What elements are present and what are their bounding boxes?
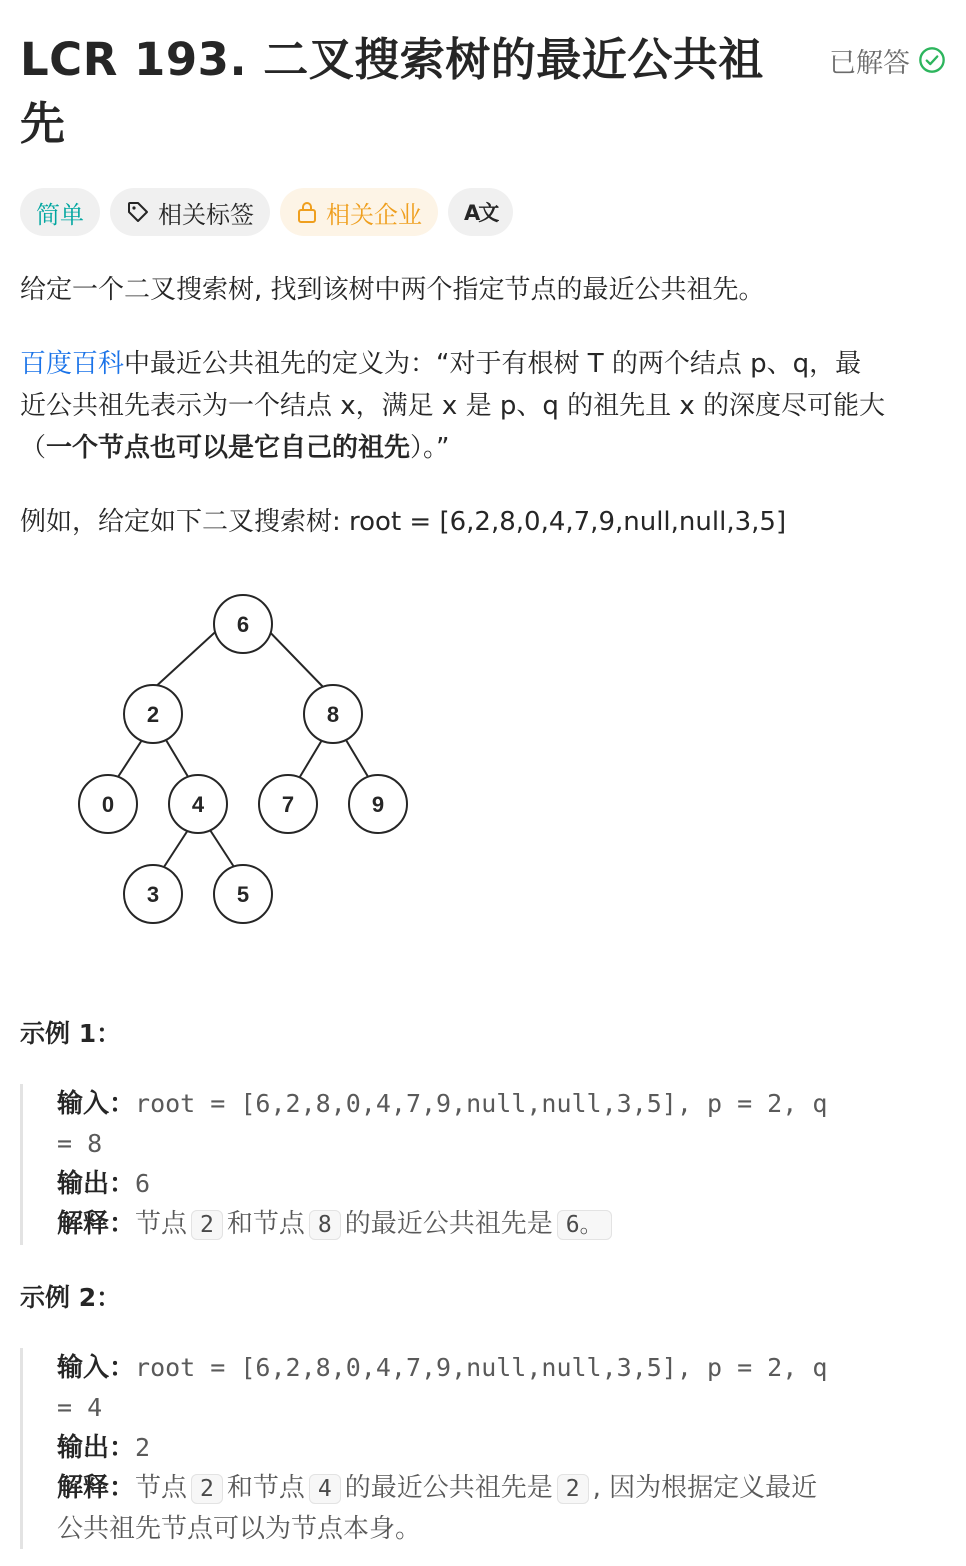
tree-node xyxy=(169,775,227,833)
related-tags-label: 相关标签 xyxy=(158,200,254,229)
example-2-input: 输入：root = [6,2,8,0,4,7,9,null,null,3,5], p = 2, q = 4 xyxy=(57,1353,828,1422)
tree-node xyxy=(304,685,362,743)
svg-text:4: 4 xyxy=(191,792,205,817)
definition-paren-close: ）。” xyxy=(410,433,450,463)
edge-2-4 xyxy=(166,740,190,780)
example-1-output: 输出：6 xyxy=(57,1169,151,1199)
inline-code: 2 xyxy=(191,1474,223,1504)
page-title[interactable]: LCR 193. 二叉搜索树的最近公共祖先 xyxy=(20,33,764,150)
edge-2-0 xyxy=(116,740,142,780)
svg-text:5: 5 xyxy=(236,882,250,907)
related-tags-button[interactable] xyxy=(110,188,270,236)
translate-button[interactable] xyxy=(448,188,513,236)
svg-text:9: 9 xyxy=(371,792,385,817)
example-1-title: 示例 1： xyxy=(20,1019,122,1048)
example-intro: 例如，给定如下二叉搜索树: root = [6,2,8,0,4,7,9,null,null,3,5] xyxy=(20,507,787,537)
edge-4-3 xyxy=(162,830,188,870)
tree-node xyxy=(79,775,137,833)
example-2-explanation: 解释：节点 2 和节点 4 的最近公共祖先是 2 , 因为根据定义最近 公共祖先节点可以为节点本身。 xyxy=(57,1473,818,1544)
svg-text:0: 0 xyxy=(101,792,115,817)
definition-text-2: 近公共祖先表示为一个结点 x，满足 x 是 p、q 的祖先且 x 的深度尽可能大 xyxy=(20,391,886,421)
svg-text:8: 8 xyxy=(326,702,340,727)
tree-node xyxy=(349,775,407,833)
example-2-title: 示例 2： xyxy=(20,1283,122,1312)
tree-node xyxy=(214,595,272,653)
inline-code: 4 xyxy=(309,1474,341,1504)
tag-bar xyxy=(20,188,513,236)
svg-text:6: 6 xyxy=(236,612,250,637)
definition-text-1: 中最近公共祖先的定义为：“对于有根树 T 的两个结点 p、q，最 xyxy=(124,349,862,379)
tree-node xyxy=(124,865,182,923)
related-companies-label: 相关企业 xyxy=(326,200,422,229)
tree-node xyxy=(259,775,317,833)
inline-code: 2 xyxy=(557,1474,589,1504)
lock-icon xyxy=(296,200,318,224)
inline-code: 8 xyxy=(309,1210,341,1240)
baidu-baike-link[interactable]: 百度百科 xyxy=(20,349,125,379)
difficulty-badge[interactable] xyxy=(20,188,100,236)
svg-text:3: 3 xyxy=(146,882,160,907)
edge-4-5 xyxy=(210,830,236,870)
description-line: 给定一个二叉搜索树, 找到该树中两个指定节点的最近公共祖先。 xyxy=(20,275,765,305)
example-1-explanation: 解释：节点 2 和节点 8 的最近公共祖先是 6。 xyxy=(57,1204,925,1245)
inline-code: 2 xyxy=(191,1210,223,1240)
svg-text:7: 7 xyxy=(281,792,295,817)
example-1-input: 输入：root = [6,2,8,0,4,7,9,null,null,3,5], p = 2, q = 8 xyxy=(57,1089,828,1158)
edge-6-8 xyxy=(262,624,326,690)
example-2-output: 输出：2 xyxy=(57,1433,151,1463)
tree-node xyxy=(124,685,182,743)
definition-paren-open: （ xyxy=(20,433,47,463)
bst-diagram xyxy=(56,584,416,944)
inline-code: 6。 xyxy=(557,1210,612,1240)
solved-label: 已解答 xyxy=(829,47,910,79)
svg-text:2: 2 xyxy=(146,702,160,727)
tag-icon xyxy=(126,200,150,224)
difficulty-label: 简单 xyxy=(36,200,84,229)
example-1-block xyxy=(20,1084,925,1245)
related-companies-button[interactable] xyxy=(280,188,438,236)
check-circle-icon xyxy=(918,46,946,74)
edge-8-9 xyxy=(346,740,370,780)
example-2-block xyxy=(20,1348,925,1549)
edge-6-2 xyxy=(152,624,224,690)
definition-paragraph xyxy=(20,343,940,469)
definition-bold-text: 一个节点也可以是它自己的祖先 xyxy=(46,433,411,463)
translate-icon: A文 xyxy=(464,201,498,225)
edge-8-7 xyxy=(298,740,322,780)
tree-node xyxy=(214,865,272,923)
solved-status xyxy=(829,40,946,80)
